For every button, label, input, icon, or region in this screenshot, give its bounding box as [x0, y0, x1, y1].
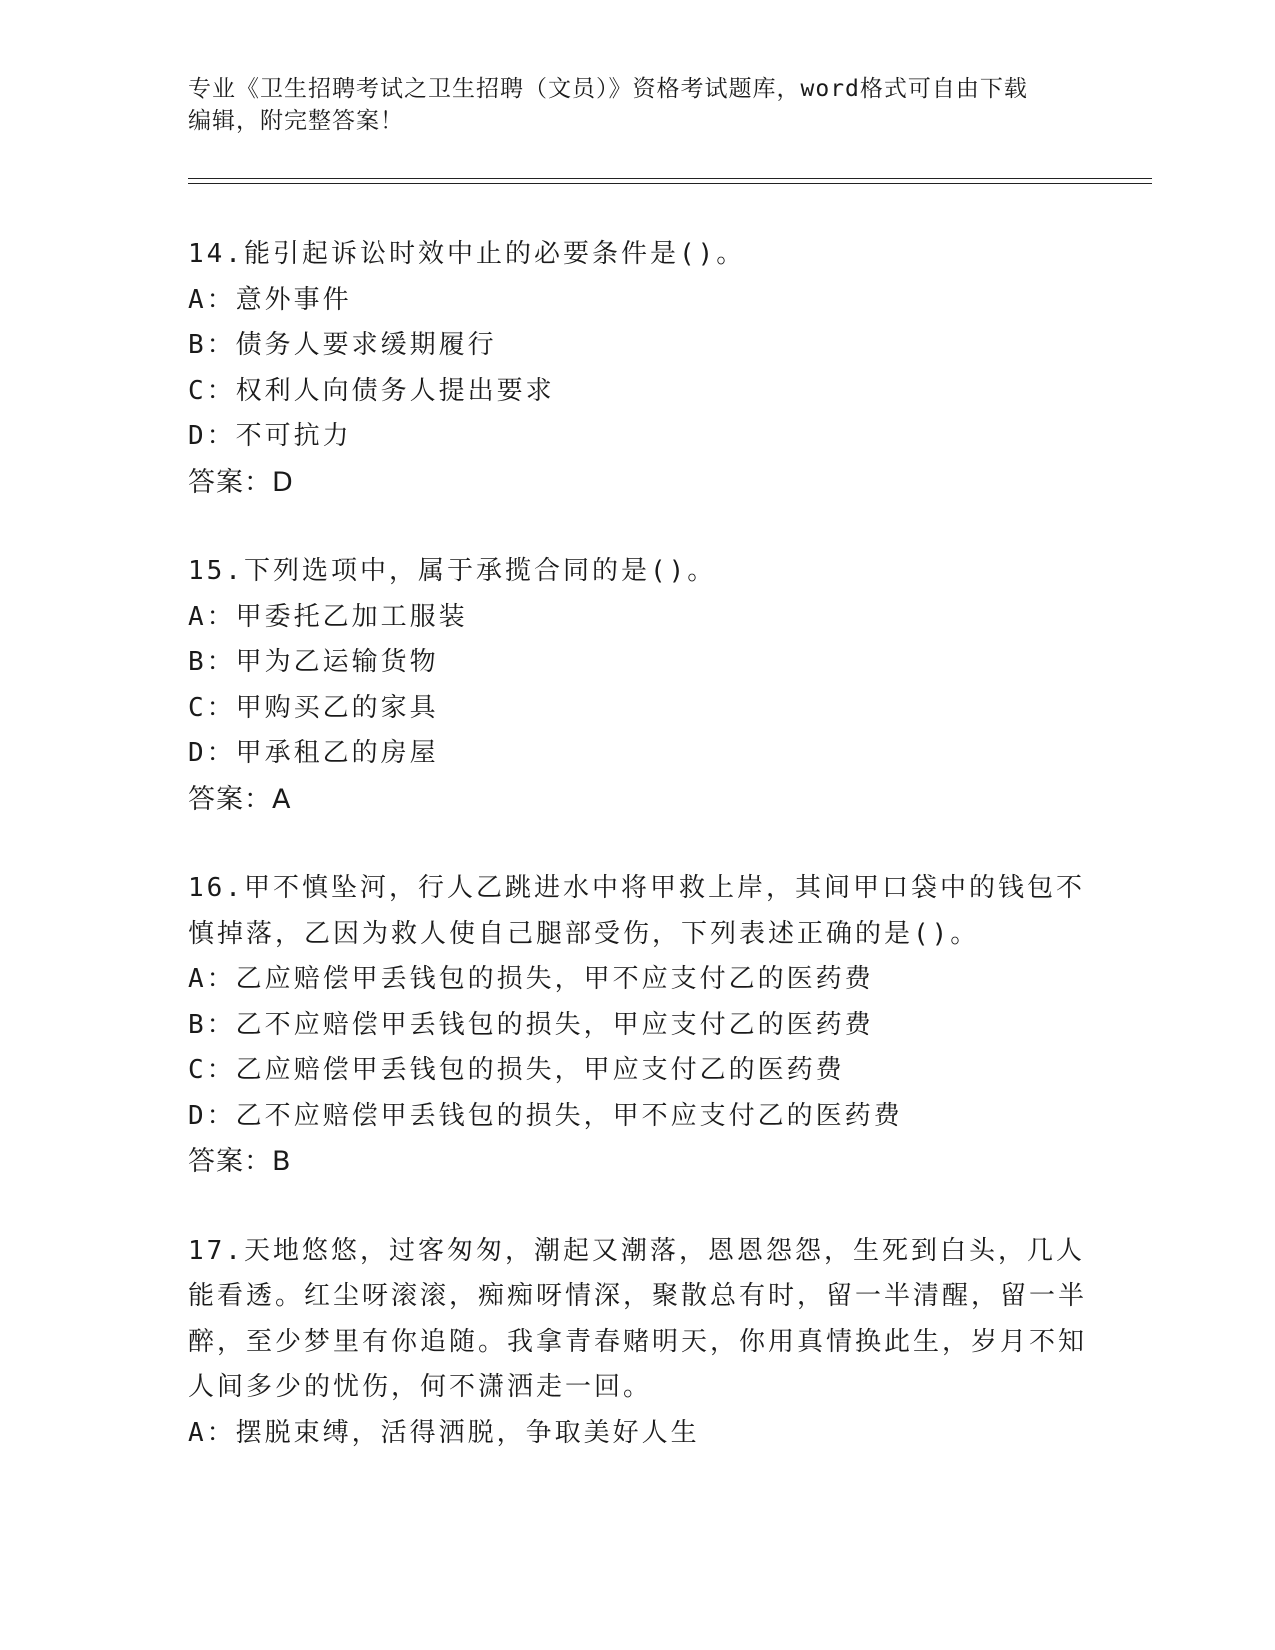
answer-line: 答案：B: [188, 1146, 292, 1177]
question-15: [188, 549, 1088, 822]
question-stem: 16.甲不慎坠河，行人乙跳进水中将甲救上岸，其间甲口袋中的钱包不慎掉落，乙因为救人使自己腿部受伤，下列表述正确的是()。: [188, 873, 1085, 949]
question-list: [188, 232, 1088, 1500]
header-line-2: 编辑，附完整答案！: [188, 108, 404, 134]
option-d: D：甲承租乙的房屋: [188, 738, 439, 768]
option-a: A：摆脱束缚，活得洒脱，争取美好人生: [188, 1417, 700, 1448]
question-16: [188, 866, 1088, 1185]
option-b: B：债务人要求缓期履行: [188, 330, 497, 360]
option-b: B：甲为乙运输货物: [188, 647, 439, 677]
header-divider-top: [188, 178, 1152, 179]
header-line-1: 专业《卫生招聘考试之卫生招聘（文员）》资格考试题库，word格式可自由下载: [188, 76, 1028, 102]
option-a: A：意外事件: [188, 284, 352, 315]
document-header: [188, 73, 1088, 137]
option-d: D：乙不应赔偿甲丢钱包的损失，甲不应支付乙的医药费: [188, 1100, 903, 1131]
option-c: C：乙应赔偿甲丢钱包的损失，甲应支付乙的医药费: [188, 1055, 845, 1085]
answer-line: 答案：A: [188, 783, 292, 815]
question-14: [188, 232, 1088, 505]
option-c: C：权利人向债务人提出要求: [188, 375, 555, 406]
question-stem: 14.能引起诉讼时效中止的必要条件是()。: [188, 239, 746, 269]
option-a: A：乙应赔偿甲丢钱包的损失，甲不应支付乙的医药费: [188, 964, 874, 994]
option-d: D：不可抗力: [188, 421, 352, 451]
option-b: B：乙不应赔偿甲丢钱包的损失，甲应支付乙的医药费: [188, 1009, 874, 1040]
question-17: [188, 1229, 1088, 1457]
option-c: C：甲购买乙的家具: [188, 692, 439, 723]
option-a: A：甲委托乙加工服装: [188, 601, 468, 632]
header-divider-bottom: [188, 183, 1152, 184]
answer-line: 答案：D: [188, 466, 294, 498]
question-stem: 17.天地悠悠，过客匆匆，潮起又潮落，恩恩怨怨，生死到白头，几人能看透。红尘呀滚滚，痴痴呀情深，聚散总有时，留一半清醒，留一半醉，至少梦里有你追随。我拿青春赌明天，你用真情换此生，岁月不知人间多少的忧伤，何不潇洒走一回。: [188, 1235, 1088, 1402]
question-stem: 15.下列选项中，属于承揽合同的是()。: [188, 556, 717, 586]
